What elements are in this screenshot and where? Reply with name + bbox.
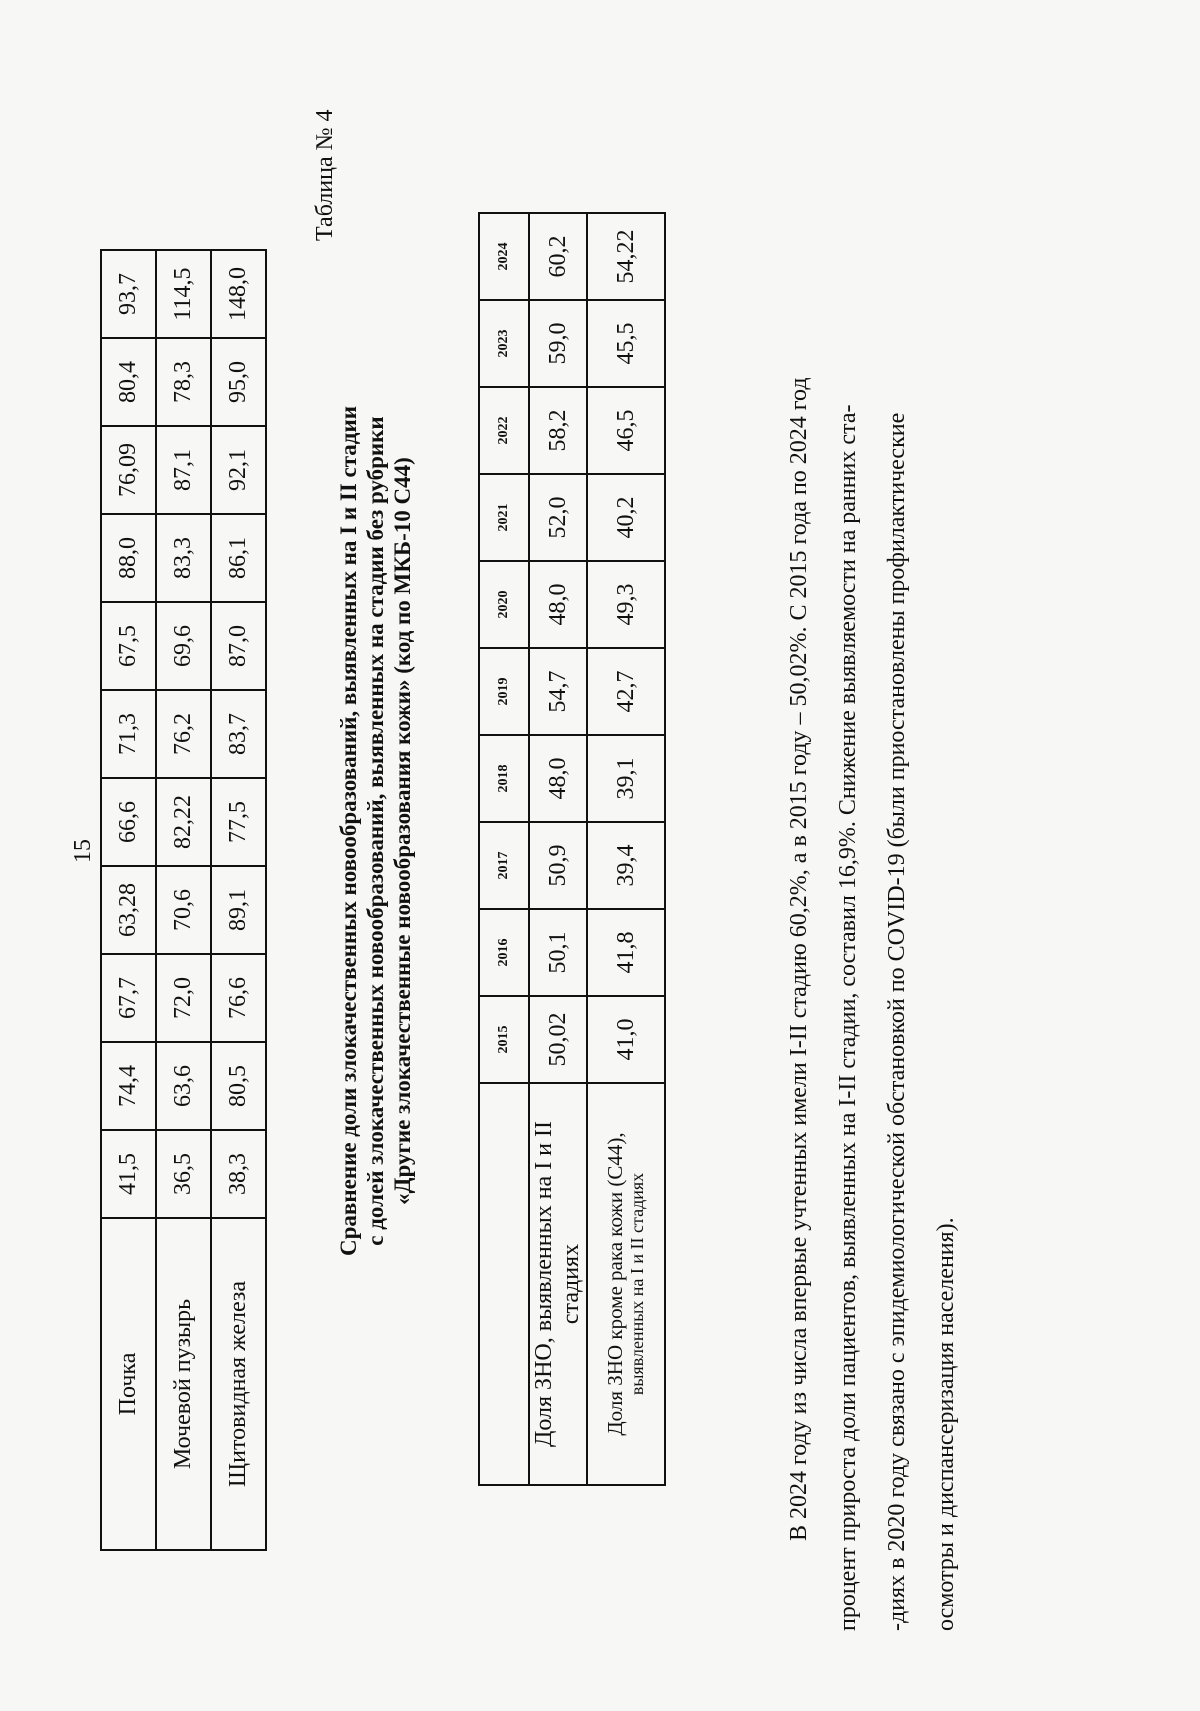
- table-cell: 74,4: [101, 1042, 156, 1130]
- row-label: Доля ЗНО, выявленных на I и II стадиях: [529, 1083, 587, 1485]
- table-cell: 41,0: [587, 996, 665, 1083]
- table-cell: 80,5: [211, 1042, 266, 1130]
- body-paragraph: [775, 71, 971, 1631]
- year-header: 2021: [479, 474, 529, 561]
- table-row: [101, 250, 156, 1550]
- table-cell: 87,1: [156, 426, 211, 514]
- table-cell: 46,5: [587, 387, 665, 474]
- table-cell: 54,22: [587, 213, 665, 300]
- row-label-line: выявленных на I и II стадиях: [627, 1172, 647, 1396]
- table-header-row: [479, 213, 529, 1485]
- paragraph-line: В 2024 году из числа впервые учтенных имели I-II стадию 60,2%, а в 2015 году – 50,02%. С 2015 года по 2024 год: [786, 377, 812, 1541]
- table-cell: 48,0: [529, 561, 587, 648]
- stage-comparison-table: [478, 212, 666, 1486]
- table-cell: 66,6: [101, 778, 156, 866]
- row-label: Мочевой пузырь: [156, 1218, 211, 1550]
- table-cell: 39,4: [587, 822, 665, 909]
- table-cell: 76,2: [156, 690, 211, 778]
- table-number-label: Таблица № 4: [312, 109, 338, 241]
- table-cell: 82,22: [156, 778, 211, 866]
- year-header: 2020: [479, 561, 529, 648]
- table-cell: 87,0: [211, 602, 266, 690]
- row-label: Почка: [101, 1218, 156, 1550]
- table-cell: 86,1: [211, 514, 266, 602]
- row-label: Щитовидная железа: [211, 1218, 266, 1550]
- year-header: 2024: [479, 213, 529, 300]
- table-cell: 45,5: [587, 300, 665, 387]
- table-row: [156, 250, 211, 1550]
- paragraph-line: процент прироста доли пациентов, выявленных на I-II стадии, составил 16,9%. Снижение выявляемости на ранних ста-: [835, 404, 861, 1631]
- row-label-line: Доля ЗНО кроме рака кожи (С44),: [603, 1132, 627, 1436]
- table-cell: 60,2: [529, 213, 587, 300]
- table-cell: 49,3: [587, 561, 665, 648]
- year-header: 2022: [479, 387, 529, 474]
- table-cell: 88,0: [101, 514, 156, 602]
- table-cell: 93,7: [101, 250, 156, 338]
- caption-line: Сравнение доли злокачественных новообразований, выявленных на I и II стадии: [336, 406, 361, 1256]
- table-cell: 80,4: [101, 338, 156, 426]
- table-cell: 67,5: [101, 602, 156, 690]
- table-cell: 50,9: [529, 822, 587, 909]
- table-cell: 114,5: [156, 250, 211, 338]
- year-header: 2023: [479, 300, 529, 387]
- table-cell: 70,6: [156, 866, 211, 954]
- table-cell: 71,3: [101, 690, 156, 778]
- caption-line: «Другие злокачественные новообразования кожи» (код по МКБ-10 С44): [390, 457, 415, 1205]
- table-cell: 50,1: [529, 909, 587, 996]
- table-cell: 39,1: [587, 735, 665, 822]
- table-cell: 54,7: [529, 648, 587, 735]
- table-row: [529, 213, 587, 1485]
- table-cell: 95,0: [211, 338, 266, 426]
- table-cell: 40,2: [587, 474, 665, 561]
- table-cell: 78,3: [156, 338, 211, 426]
- year-header: 2015: [479, 996, 529, 1083]
- table-cell: 58,2: [529, 387, 587, 474]
- paragraph-line: -диях в 2020 году связано с эпидемиологической обстановкой по COVID-19 (были приостановлены профилактические: [884, 412, 910, 1631]
- paragraph-line: осмотры и диспансеризация населения).: [933, 1217, 959, 1631]
- table-cell: 48,0: [529, 735, 587, 822]
- table-cell: 89,1: [211, 866, 266, 954]
- table-cell: 92,1: [211, 426, 266, 514]
- table-cell: 72,0: [156, 954, 211, 1042]
- table-cell: 42,7: [587, 648, 665, 735]
- table-cell: 41,5: [101, 1130, 156, 1218]
- table-cell: 36,5: [156, 1130, 211, 1218]
- table-cell: 59,0: [529, 300, 587, 387]
- table-cell: 76,09: [101, 426, 156, 514]
- table-cell: 76,6: [211, 954, 266, 1042]
- table-row: [211, 250, 266, 1550]
- page-number: 15: [70, 839, 96, 863]
- year-header: 2017: [479, 822, 529, 909]
- table-cell: 67,7: [101, 954, 156, 1042]
- table-cell: 41,8: [587, 909, 665, 996]
- row-label: [587, 1083, 665, 1485]
- table-cell: 63,6: [156, 1042, 211, 1130]
- year-header: 2019: [479, 648, 529, 735]
- table-cell: 69,6: [156, 602, 211, 690]
- previous-table: [100, 249, 267, 1551]
- table-cell: 77,5: [211, 778, 266, 866]
- table-cell: 148,0: [211, 250, 266, 338]
- table-cell: 83,7: [211, 690, 266, 778]
- caption-line: с долей злокачественных новообразований, выявленных на стадии без рубрики: [363, 416, 388, 1246]
- table-caption: [335, 251, 416, 1411]
- header-empty-cell: [479, 1083, 529, 1485]
- table-cell: 38,3: [211, 1130, 266, 1218]
- year-header: 2018: [479, 735, 529, 822]
- year-header: 2016: [479, 909, 529, 996]
- table-cell: 83,3: [156, 514, 211, 602]
- table-cell: 50,02: [529, 996, 587, 1083]
- table-cell: 63,28: [101, 866, 156, 954]
- table-row: [587, 213, 665, 1485]
- table-cell: 52,0: [529, 474, 587, 561]
